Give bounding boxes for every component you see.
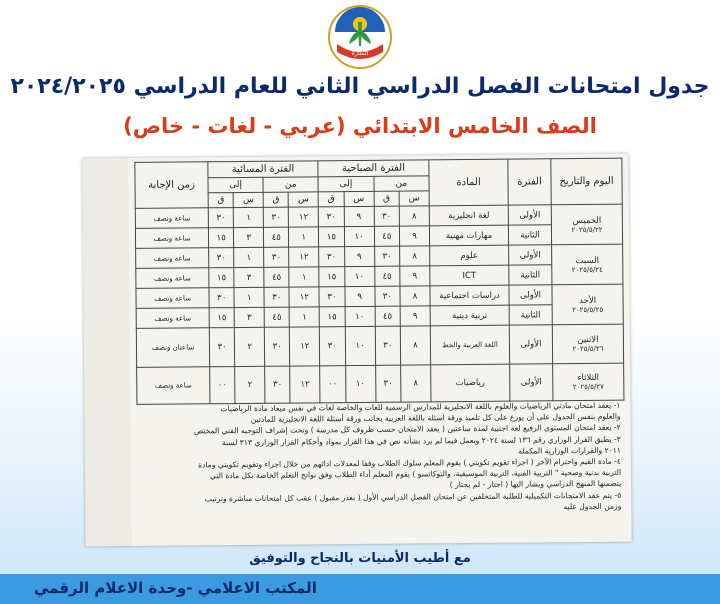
time-cell: ٨ bbox=[399, 206, 429, 226]
header-period: الفترة bbox=[508, 159, 551, 205]
note-line: ٤- مادة القيم واحترام الآخر ( اجراء تقويم تكويني ) يقوم المعلم سلوك الطلاب وفقا لمعدلات ادائهم من خلال اجراء وتقويم تكويني ومادة bbox=[198, 456, 622, 470]
time-cell: ١ bbox=[289, 227, 319, 247]
time-cell: ٩ bbox=[344, 206, 374, 226]
duration-cell: ساعة ونصف bbox=[135, 228, 208, 249]
time-cell: ١ bbox=[289, 267, 319, 287]
time-cell: ١٢ bbox=[289, 207, 319, 227]
header-to: إلى bbox=[318, 176, 374, 191]
logo-text: المنارة bbox=[351, 50, 369, 57]
logo bbox=[327, 4, 393, 70]
header-subject: المادة bbox=[429, 159, 508, 206]
time-cell: ٤٥ bbox=[264, 307, 289, 327]
period-cell: الأولى bbox=[509, 245, 552, 265]
time-cell: ٨ bbox=[400, 246, 430, 266]
time-cell: ٩ bbox=[400, 306, 430, 326]
time-cell: ٩ bbox=[345, 286, 375, 306]
header-morning: الفترة الصباحية bbox=[318, 160, 429, 177]
time-cell: ٤٥ bbox=[375, 306, 401, 326]
time-cell: ٣٠ bbox=[208, 208, 234, 228]
time-cell: ٣٠ bbox=[264, 287, 289, 307]
header-hour: س bbox=[233, 192, 263, 207]
time-cell: ٣٠ bbox=[318, 207, 344, 227]
time-cell: ٩ bbox=[344, 246, 374, 266]
header-duration: زمن الإجابة bbox=[135, 162, 208, 209]
duration-cell: ساعة ونصف bbox=[136, 288, 209, 309]
period-cell: الأولى bbox=[510, 364, 553, 401]
time-cell: ٣٠ bbox=[319, 247, 345, 267]
table-row bbox=[136, 324, 623, 367]
time-cell: ١٢ bbox=[289, 287, 319, 307]
subject-cell: تربية دينية bbox=[430, 305, 509, 326]
time-cell: ١٢ bbox=[290, 327, 320, 366]
header-from: من bbox=[374, 176, 430, 191]
time-cell: ٣ bbox=[234, 267, 264, 287]
period-cell: الأولى bbox=[509, 325, 552, 364]
header-day: اليوم والتاريخ bbox=[551, 158, 622, 205]
time-cell: ١ bbox=[234, 287, 264, 307]
table-row bbox=[137, 363, 624, 404]
time-cell: ١٥ bbox=[319, 267, 345, 287]
duration-cell: ساعة ونصف bbox=[135, 208, 208, 229]
time-cell: ١٠ bbox=[344, 226, 374, 246]
time-cell: ٨ bbox=[400, 286, 430, 306]
period-cell: الثانية bbox=[509, 265, 552, 285]
time-cell: ٤٥ bbox=[264, 227, 289, 247]
note-line: ٥- يتم عقد الامتحانات التكميلية للطلبة المتخلفين عن امتحان الفصل الدراسي الأول ( بعذر مقبول ) عقب كل امتحانات مباشرة وترتيب bbox=[204, 490, 622, 503]
time-cell: ٢ bbox=[235, 366, 265, 403]
notes-block bbox=[102, 400, 621, 517]
day-cell: الاثنين ٢٠٢٥/٥/٢٦ bbox=[552, 324, 623, 364]
time-cell: ٣٠ bbox=[374, 206, 400, 226]
time-cell: ١ bbox=[234, 207, 264, 227]
note-line: التربية بدنية وصحية " التربية الفنية، التربية الموسيقية، والتوكاتسو ) يقوم المعلم أداء الطلاب وفق نواتج التعلم الخاصة بكل مادة التي bbox=[209, 467, 622, 481]
page-subtitle: الصف الخامس الابتدائي (عربي - لغات - خاص) bbox=[123, 114, 597, 138]
period-cell: الثانية bbox=[508, 225, 551, 245]
time-cell: ٩ bbox=[400, 266, 430, 286]
duration-cell: ساعة ونصف bbox=[136, 308, 209, 329]
time-cell: ١٢ bbox=[289, 247, 319, 267]
time-cell: ٠٠ bbox=[210, 367, 236, 404]
header-hour: س bbox=[288, 192, 318, 207]
time-cell: ٣٠ bbox=[319, 327, 345, 366]
time-cell: ٣٠ bbox=[209, 288, 235, 308]
note-line: وزمن الجدول عليه bbox=[563, 501, 622, 512]
time-cell: ٣٠ bbox=[319, 287, 345, 307]
subject-cell: لغة انجليزية bbox=[429, 205, 508, 226]
time-cell: ١ bbox=[234, 247, 264, 267]
time-cell: ٣٠ bbox=[374, 246, 400, 266]
time-cell: ١٠ bbox=[345, 365, 375, 402]
day-cell: الثلاثاء ٢٠٢٥/٥/٢٧ bbox=[553, 363, 624, 401]
subject-cell: اللغة العربية والخط bbox=[430, 325, 509, 365]
period-cell: الأولى bbox=[508, 205, 551, 225]
time-cell: ٣٠ bbox=[375, 286, 401, 306]
time-cell: ١٥ bbox=[209, 308, 235, 328]
note-line: يتضمنها المنهج الدراسي ويشار اليها ( اجتاز - لم يجتاز ) bbox=[449, 479, 622, 490]
time-cell: ٤٥ bbox=[374, 226, 400, 246]
duration-cell: ساعتان ونصف bbox=[136, 328, 209, 368]
time-cell: ١٢ bbox=[290, 366, 320, 403]
subject-cell: دراسات اجتماعية bbox=[430, 285, 509, 306]
time-cell: ٨ bbox=[401, 365, 431, 402]
footer-office-text: المكتب الاعلامي -وحدة الاعلام الرقمي bbox=[34, 579, 317, 597]
header-to: إلى bbox=[208, 177, 263, 192]
time-cell: ١٥ bbox=[209, 268, 235, 288]
day-cell: الخميس ٢٠٢٥/٥/٢٢ bbox=[551, 204, 622, 245]
time-cell: ٣٠ bbox=[209, 248, 235, 268]
note-line: ٢٠١١ والقرارات الوزارية المكملة bbox=[518, 445, 621, 456]
wishes-text: مع أطيب الأمنيات بالنجاح والتوفيق bbox=[249, 551, 471, 566]
time-cell: ١٥ bbox=[319, 307, 345, 327]
period-cell: الثانية bbox=[509, 305, 552, 325]
time-cell: ١ bbox=[289, 307, 319, 327]
header-from: من bbox=[263, 177, 318, 192]
note-line: ٢- يعقد امتحان المستوى الرفيع لغة اجنبية لمدة ساعتين ( يعقد الامتحان حسب ظروف كل مدرسة ) وتحت إشراف التوجيه الفني المختص bbox=[193, 423, 621, 436]
note-line: والعلوم بنفس الجدول على أن يوزع على كل تلميذ ورقة اسئلة باللغة العربية بجانب ورقة أسئلة اللغة الانجليزية للمادتين bbox=[250, 411, 621, 425]
time-cell: ٣٠ bbox=[263, 207, 288, 227]
time-cell: ١٥ bbox=[208, 228, 234, 248]
exam-schedule-table bbox=[134, 158, 624, 405]
time-cell: ٣٠ bbox=[375, 365, 401, 402]
time-cell: ٤٥ bbox=[374, 266, 400, 286]
period-cell: الأولى bbox=[509, 285, 552, 305]
header-minute: ق bbox=[374, 191, 399, 206]
duration-cell: ساعة ونصف bbox=[137, 367, 210, 405]
time-cell: ٣ bbox=[234, 307, 264, 327]
duration-cell: ساعة ونصف bbox=[136, 268, 209, 289]
time-cell: ١٠ bbox=[344, 266, 374, 286]
header-hour: س bbox=[344, 191, 374, 206]
header-hour: س bbox=[399, 191, 429, 206]
time-cell: ١٠ bbox=[345, 306, 375, 326]
time-cell: ٢ bbox=[235, 327, 265, 366]
time-cell: ٨ bbox=[400, 326, 430, 365]
subject-cell: مهارات مهنية bbox=[429, 225, 508, 246]
note-line: ٣- يطبق القرار الوزاري رقم ١٣٦ لسنة ٢٠٢٤ ويعمل فيما لم يرد بشأنه نص في هذا القرار بمواد وأحكام القرار الوزاري ٣١٣ لسنة bbox=[221, 434, 621, 447]
subject-cell: ICT bbox=[430, 265, 509, 286]
subject-cell: رياضيات bbox=[431, 364, 510, 402]
note-line: ١- يعقد امتحان مادتي الرياضيات والعلوم باللغة الانجليزية للمدارس الرسمية للغات والخاصة لغات في نفس ميعاد مادة الرياضيات bbox=[220, 400, 621, 414]
time-cell: ٣٠ bbox=[264, 247, 289, 267]
time-cell: ٩ bbox=[399, 226, 429, 246]
subject-cell: علوم bbox=[430, 245, 509, 266]
time-cell: ١٥ bbox=[319, 227, 345, 247]
time-cell: ٣ bbox=[234, 227, 264, 247]
time-cell: ٣٠ bbox=[375, 326, 401, 365]
header-minute: ق bbox=[318, 192, 344, 207]
time-cell: ٣٠ bbox=[265, 366, 291, 403]
header-minute: ق bbox=[263, 192, 288, 207]
time-cell: ٣٠ bbox=[209, 328, 235, 367]
schedule-document bbox=[82, 154, 631, 547]
time-cell: ١٠ bbox=[345, 326, 375, 365]
time-cell: ٤٥ bbox=[264, 267, 289, 287]
day-cell: السبت ٢٠٢٥/٥/٢٤ bbox=[552, 244, 623, 285]
duration-cell: ساعة ونصف bbox=[136, 248, 209, 269]
day-cell: الأحد ٢٠٢٥/٥/٢٥ bbox=[552, 284, 623, 325]
header-evening: الفترة المسائية bbox=[208, 161, 318, 178]
time-cell: ٠٠ bbox=[320, 366, 346, 403]
page-title: جدول امتحانات الفصل الدراسي الثاني للعام الدراسي ٢٠٢٤/٢٠٢٥ bbox=[10, 74, 710, 99]
time-cell: ٣٠ bbox=[264, 327, 290, 366]
header-minute: ق bbox=[208, 193, 233, 208]
